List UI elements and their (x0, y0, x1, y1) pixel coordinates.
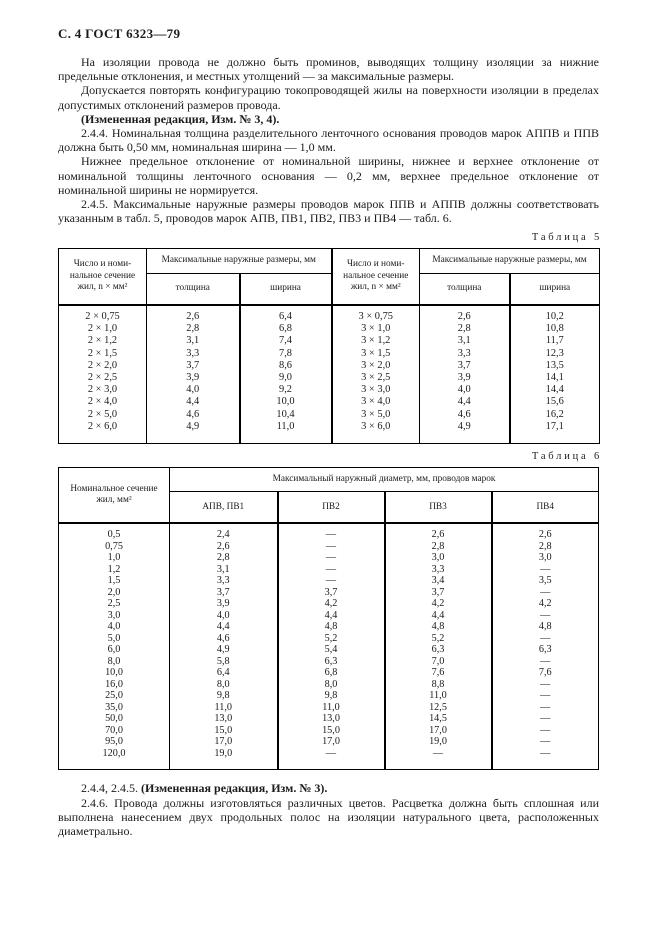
table-cell: 7,4 (240, 335, 332, 347)
table-cell: — (278, 748, 385, 770)
table-cell: — (492, 587, 599, 599)
table-cell: 4,0 (147, 384, 240, 396)
closing-paragraphs (58, 781, 599, 838)
table-cell: 10,2 (510, 305, 600, 323)
table-cell: — (278, 523, 385, 541)
table-cell: 17,0 (170, 736, 278, 748)
table-cell: 3,9 (420, 372, 510, 384)
table-cell: 14,4 (510, 384, 600, 396)
table-cell: 15,6 (510, 396, 600, 408)
table-cell: 2,6 (385, 523, 492, 541)
table5-stub-header-right: Число и номинальное сечение жил, n × мм² (332, 249, 420, 305)
table-row (59, 348, 600, 360)
table-cell: 3,7 (385, 587, 492, 599)
table-cell: 11,0 (278, 702, 385, 714)
table-row (59, 725, 599, 737)
page-header: С. 4 ГОСТ 6323—79 (58, 26, 181, 41)
table-cell: — (492, 748, 599, 770)
table-cell: 3 × 1,5 (332, 348, 420, 360)
table-row (59, 690, 599, 702)
paragraph (58, 197, 599, 225)
table-cell: — (492, 736, 599, 748)
table-cell: 17,1 (510, 421, 600, 444)
table-row (59, 748, 599, 770)
table-cell: 2 × 2,0 (87, 359, 118, 371)
table-cell: 4,8 (385, 621, 492, 633)
table-cell: 2 × 2,5 (87, 371, 118, 383)
table-cell: 8,0 (107, 655, 121, 667)
table-row (59, 335, 600, 347)
table-cell: 3,0 (492, 552, 599, 564)
table5-stub-header-left: Число и номинальное сечение жил, n × мм² (69, 259, 136, 293)
table6-body (59, 523, 599, 770)
table-row (59, 552, 599, 564)
table6-header-row-groups (59, 467, 599, 492)
table-cell: 95,0 (105, 736, 123, 748)
table-row (59, 409, 600, 421)
table-cell: 13,5 (510, 360, 600, 372)
text-run: 2.4.6. Провода должны изготовляться различных цветов. Расцветка должна быть сплошная или выполнена нанесением двух продольных полос на изоляции натурального цвета, расположенных диаметрально. (58, 795, 599, 839)
table-cell: 2,8 (147, 323, 240, 335)
table-cell: 10,8 (510, 323, 600, 335)
table-cell: 16,2 (510, 409, 600, 421)
table-cell: 5,0 (107, 632, 121, 644)
table-row (59, 323, 600, 335)
table-cell: 2 × 1,5 (87, 347, 118, 359)
table5-subheader-width-right: ширина (510, 273, 600, 305)
table-cell: 3,4 (385, 575, 492, 587)
table-cell: 3 × 5,0 (332, 409, 420, 421)
table-cell: 2,6 (420, 305, 510, 323)
table-cell: — (492, 713, 599, 725)
table-row (59, 575, 599, 587)
table-cell: 6,0 (107, 644, 121, 656)
table-cell: 16,0 (105, 678, 123, 690)
table-cell: 4,2 (278, 598, 385, 610)
table-cell: 2,8 (170, 552, 278, 564)
table5-body (59, 305, 600, 444)
table-cell: 7,6 (385, 667, 492, 679)
table-row (59, 421, 600, 444)
table-cell: 35,0 (105, 701, 123, 713)
table-cell: 5,2 (385, 633, 492, 645)
table6-subheader-pv2: ПВ2 (278, 492, 385, 524)
table-cell: 1,0 (107, 552, 121, 564)
table-cell: 9,0 (240, 372, 332, 384)
table-cell: 2 × 4,0 (87, 396, 118, 408)
table-cell: 3 × 6,0 (332, 421, 420, 444)
table-cell: 4,2 (385, 598, 492, 610)
table6-group-header: Максимальный наружный диаметр, мм, проводов марок (170, 467, 599, 492)
table-cell: 6,3 (385, 644, 492, 656)
table-cell: 4,0 (420, 384, 510, 396)
table5-header-row-groups (59, 249, 600, 274)
table6-stub-header: Номинальное сечение жил, мм² (70, 483, 158, 506)
bold-text-run: (Измененная редакция, Изм. № 3, 4). (81, 111, 280, 126)
table5-max-outer-dimensions (58, 248, 600, 444)
table-cell: 9,8 (278, 690, 385, 702)
table-cell: 3,3 (170, 575, 278, 587)
table-cell: 2 × 5,0 (87, 408, 118, 420)
table-cell: 11,0 (170, 702, 278, 714)
table-cell: 3 × 3,0 (332, 384, 420, 396)
table-cell: — (385, 748, 492, 770)
table-cell: 6,4 (170, 667, 278, 679)
table6-subheader-pv3: ПВ3 (385, 492, 492, 524)
table-cell: 5,2 (278, 633, 385, 645)
paragraph (58, 154, 599, 197)
table-cell: 3,9 (170, 598, 278, 610)
table-cell: 11,0 (385, 690, 492, 702)
table-cell: 3,1 (147, 335, 240, 347)
table-cell: 2,0 (107, 586, 121, 598)
table-cell: 2,8 (420, 323, 510, 335)
table-cell: 3,0 (107, 609, 121, 621)
table-cell: 7,0 (385, 656, 492, 668)
table-cell: 8,6 (240, 360, 332, 372)
paragraph (58, 126, 599, 154)
table-row (59, 305, 600, 323)
table-cell: — (278, 552, 385, 564)
table-cell: 15,0 (170, 725, 278, 737)
table-cell: 3 × 1,0 (332, 323, 420, 335)
text-run: 2.4.4, 2.4.5. (81, 781, 141, 796)
table-cell: 2 × 3,0 (87, 384, 118, 396)
table-cell: 13,0 (170, 713, 278, 725)
table-cell: 3,3 (420, 348, 510, 360)
table-cell: 3 × 1,2 (332, 335, 420, 347)
table-cell: 2,6 (170, 541, 278, 553)
table-cell: 2,6 (492, 523, 599, 541)
table-cell: 6,8 (240, 323, 332, 335)
table-row (59, 587, 599, 599)
table-cell: 6,8 (278, 667, 385, 679)
table-cell: 0,75 (105, 540, 123, 552)
text-run: 2.4.5. Максимальные наружные размеры проводов марок ППВ и АППВ должны соответствовать указанным в табл. 5, проводов марок АПВ, ПВ1, ПВ2, ПВ3 и ПВ4 — табл. 6. (58, 197, 599, 226)
table-cell: 10,0 (240, 396, 332, 408)
table-cell: 4,4 (420, 396, 510, 408)
table-cell: 13,0 (278, 713, 385, 725)
table-row (59, 633, 599, 645)
table-cell: 4,6 (420, 409, 510, 421)
table-row (59, 736, 599, 748)
table-cell: 2,8 (385, 541, 492, 553)
table-cell: 3 × 4,0 (332, 396, 420, 408)
table-cell: 6,3 (278, 656, 385, 668)
table-row (59, 621, 599, 633)
table-cell: 3,7 (420, 360, 510, 372)
table-cell: 2,6 (147, 305, 240, 323)
table-cell: — (492, 679, 599, 691)
table-cell: 14,1 (510, 372, 600, 384)
table-cell: — (492, 702, 599, 714)
table-cell: 4,0 (170, 610, 278, 622)
table-cell: 7,6 (492, 667, 599, 679)
table-cell: — (492, 610, 599, 622)
table-row (59, 360, 600, 372)
bold-text-run: (Измененная редакция, Изм. № 3). (141, 781, 328, 796)
table-cell: — (492, 633, 599, 645)
table-cell: 14,5 (385, 713, 492, 725)
table-cell: 11,7 (510, 335, 600, 347)
table-cell: 3,7 (147, 360, 240, 372)
table-cell: 3,1 (420, 335, 510, 347)
table5-label: Таблица 5 (531, 232, 602, 244)
table-cell: — (492, 690, 599, 702)
paragraph (58, 796, 599, 839)
table-row (59, 667, 599, 679)
table-cell: — (492, 725, 599, 737)
table-cell: 4,2 (492, 598, 599, 610)
text-run: 2.4.4. Номинальная толщина разделительного ленточного основания проводов марок АППВ и ППВ должна быть 0,50 мм, номинальная ширина — 1,0 мм. (58, 126, 599, 155)
table-cell: 4,4 (147, 396, 240, 408)
table5-subheader-width-left: ширина (240, 273, 332, 305)
table-cell: 2 × 6,0 (87, 420, 118, 432)
table-cell: 4,4 (170, 621, 278, 633)
table6-subheader-pv4: ПВ4 (492, 492, 599, 524)
table-row (59, 610, 599, 622)
paragraph (58, 781, 599, 795)
table-row (59, 679, 599, 691)
table-cell: 4,8 (492, 621, 599, 633)
table-cell: 4,4 (278, 610, 385, 622)
table5-subheader-thickness-right: толщина (420, 273, 510, 305)
table-cell: 1,5 (107, 575, 121, 587)
table-cell: 2,5 (107, 598, 121, 610)
table-row (59, 598, 599, 610)
paragraph (58, 55, 599, 83)
table-cell: 12,5 (385, 702, 492, 714)
table-cell: 3 × 0,75 (332, 305, 420, 323)
table6-label: Таблица 6 (531, 450, 602, 462)
table-cell: 17,0 (278, 736, 385, 748)
table-cell: 8,8 (385, 679, 492, 691)
table6-max-outer-diameter (58, 467, 599, 771)
table-cell: — (278, 541, 385, 553)
table-cell: — (278, 564, 385, 576)
table-row (59, 656, 599, 668)
table-cell: 3,3 (385, 564, 492, 576)
intro-paragraphs (58, 55, 599, 225)
paragraph (58, 83, 599, 111)
table-cell: 0,5 (107, 529, 121, 541)
table-cell: 3 × 2,5 (332, 372, 420, 384)
table-cell: 9,2 (240, 384, 332, 396)
table-cell: 3,1 (170, 564, 278, 576)
table-cell: — (492, 564, 599, 576)
table-row (59, 384, 600, 396)
table-cell: 17,0 (385, 725, 492, 737)
table5-group-header-right: Максимальные наружные размеры, мм (420, 249, 600, 274)
table-row (59, 644, 599, 656)
table-cell: 3,7 (170, 587, 278, 599)
table-cell: 7,8 (240, 348, 332, 360)
table-cell: 3,9 (147, 372, 240, 384)
table-cell: 4,6 (170, 633, 278, 645)
table-cell: 19,0 (385, 736, 492, 748)
table-cell: 9,8 (170, 690, 278, 702)
table6-subheader-apv-pv1: АПВ, ПВ1 (170, 492, 278, 524)
table-cell: 2,4 (170, 523, 278, 541)
table-cell: 4,6 (147, 409, 240, 421)
table-cell: 4,8 (278, 621, 385, 633)
table-cell: 2,8 (492, 541, 599, 553)
text-run: Допускается повторять конфигурацию токопроводящей жилы на поверхности изоляции в пределах допустимых отклонений размеров провода. (58, 83, 599, 112)
table-cell: 4,9 (420, 421, 510, 444)
table-cell: — (492, 656, 599, 668)
table-row (59, 523, 599, 541)
table-cell: 2 × 1,2 (87, 335, 118, 347)
table-cell: 10,0 (105, 667, 123, 679)
paragraph (58, 112, 599, 126)
table-cell: 8,0 (278, 679, 385, 691)
table-cell: 12,3 (510, 348, 600, 360)
table5-group-header-left: Максимальные наружные размеры, мм (147, 249, 332, 274)
table-row (59, 372, 600, 384)
table-cell: 1,2 (107, 563, 121, 575)
table-cell: 3,5 (492, 575, 599, 587)
table-cell: 3,3 (147, 348, 240, 360)
table-cell: 4,0 (107, 621, 121, 633)
table-cell: 11,0 (240, 421, 332, 444)
table-cell: 120,0 (102, 747, 126, 759)
table-row (59, 702, 599, 714)
table5-subheader-thickness-left: толщина (147, 273, 240, 305)
table-cell: 3 × 2,0 (332, 360, 420, 372)
table-cell: 2 × 0,75 (85, 310, 120, 322)
table-row (59, 713, 599, 725)
table-row (59, 564, 599, 576)
table-cell: 6,4 (240, 305, 332, 323)
text-run: Нижнее предельное отклонение от номинальной ширины, нижнее и верхнее отклонение от номинальной толщины ленточного основания — 0,2 мм, верхнее предельное отклонение от номинальной ширины не нормируется. (58, 154, 599, 197)
table-cell: 50,0 (105, 713, 123, 725)
table-cell: 4,9 (147, 421, 240, 444)
table-row (59, 396, 600, 408)
table-cell: 15,0 (278, 725, 385, 737)
table-cell: 25,0 (105, 690, 123, 702)
table-cell: 8,0 (170, 679, 278, 691)
table-cell: — (278, 575, 385, 587)
text-run: На изоляции провода не должно быть проминов, выводящих толщину изоляции за нижние предельные отклонения, и местных утолщений — за максимальные размеры. (58, 55, 599, 84)
table-cell: 6,3 (492, 644, 599, 656)
table-cell: 70,0 (105, 724, 123, 736)
table-cell: 3,0 (385, 552, 492, 564)
table-cell: 5,4 (278, 644, 385, 656)
table-cell: 4,4 (385, 610, 492, 622)
table-cell: 5,8 (170, 656, 278, 668)
table-cell: 19,0 (170, 748, 278, 770)
table-cell: 10,4 (240, 409, 332, 421)
table-cell: 2 × 1,0 (87, 323, 118, 335)
table-cell: 4,9 (170, 644, 278, 656)
table-cell: 3,7 (278, 587, 385, 599)
table-row (59, 541, 599, 553)
